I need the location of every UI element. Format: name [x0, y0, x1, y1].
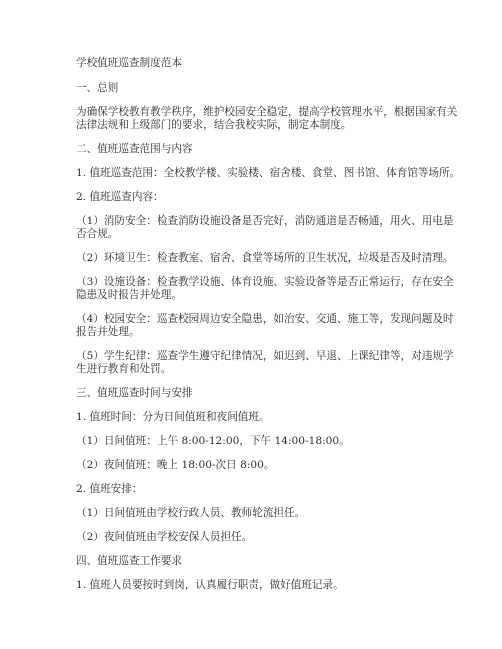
text-line: （2）夜间值班由学校安保人员担任。 — [76, 531, 253, 543]
text-line: 2. 值班安排： — [76, 483, 143, 495]
paragraph — [76, 435, 426, 448]
text-line: 为确保学校教育教学秩序，维护校园安全稳定，提高学校管理水平，根据国家有关 — [76, 106, 458, 118]
paragraph — [76, 483, 426, 496]
text-line: （3）设施设备：检查教学设施、体育设施、实验设备等是否正常运行，存在安全 — [76, 276, 454, 288]
paragraph — [76, 531, 426, 544]
text-line: 生进行教育和处罚。 — [76, 363, 172, 375]
text-line: 四、值班巡查工作要求 — [76, 555, 182, 567]
paragraph — [76, 82, 426, 95]
paragraph — [76, 350, 454, 376]
text-line: 一、总则 — [76, 82, 119, 94]
text-line: 否合规。 — [76, 228, 119, 240]
text-line: （5）学生纪律：巡查学生遵守纪律情况，如迟到、早退、上课纪律等，对违规学 — [76, 350, 454, 362]
paragraph — [76, 387, 426, 400]
text-line: （2）环境卫生：检查教室、宿舍、食堂等场所的卫生状况，垃圾是否及时清理。 — [76, 252, 454, 264]
text-line: 1. 值班时间：分为日间值班和夜间值班。 — [76, 411, 270, 423]
text-line: （1）日间值班：上午 8:00-12:00，下午 14:00-18:00。 — [76, 435, 350, 447]
text-line: （2）夜间值班：晚上 18:00-次日 8:00。 — [76, 459, 275, 471]
paragraph — [76, 106, 458, 132]
paragraph — [76, 507, 426, 520]
text-line: 三、值班巡查时间与安排 — [76, 387, 193, 399]
text-line: 2. 值班巡查内容： — [76, 191, 164, 203]
paragraph — [76, 191, 426, 204]
document-body — [76, 57, 461, 603]
text-line: （1）消防安全：检查消防设施设备是否完好，消防通道是否畅通，用火、用电是 — [76, 215, 454, 227]
paragraph — [76, 555, 426, 568]
paragraph — [76, 411, 426, 424]
paragraph — [76, 459, 426, 472]
paragraph — [76, 143, 426, 156]
text-line: （4）校园安全：巡查校园周边安全隐患，如治安、交通、施工等，发现问题及时 — [76, 313, 454, 325]
paragraph — [76, 579, 426, 592]
paragraph — [76, 252, 454, 265]
text-line: 法律法规和上级部门的要求，结合我校实际，制定本制度。 — [76, 119, 352, 131]
document-title: 学校值班巡查制度范本 — [76, 57, 182, 69]
paragraph — [76, 276, 454, 302]
text-line: 二、值班巡查范围与内容 — [76, 143, 193, 155]
paragraph — [76, 167, 461, 180]
text-line: 1. 值班巡查范围：全校教学楼、实验楼、宿舍楼、食堂、图书馆、体育馆等场所。 — [76, 167, 461, 179]
text-line: 隐患及时报告并处理。 — [76, 289, 182, 301]
text-line: 1. 值班人员要按时到岗，认真履行职责，做好值班记录。 — [76, 579, 344, 591]
text-line: （1）日间值班由学校行政人员、教师轮流担任。 — [76, 507, 306, 519]
paragraph — [76, 215, 454, 241]
paragraph — [76, 313, 454, 339]
text-line: 报告并处理。 — [76, 326, 140, 338]
